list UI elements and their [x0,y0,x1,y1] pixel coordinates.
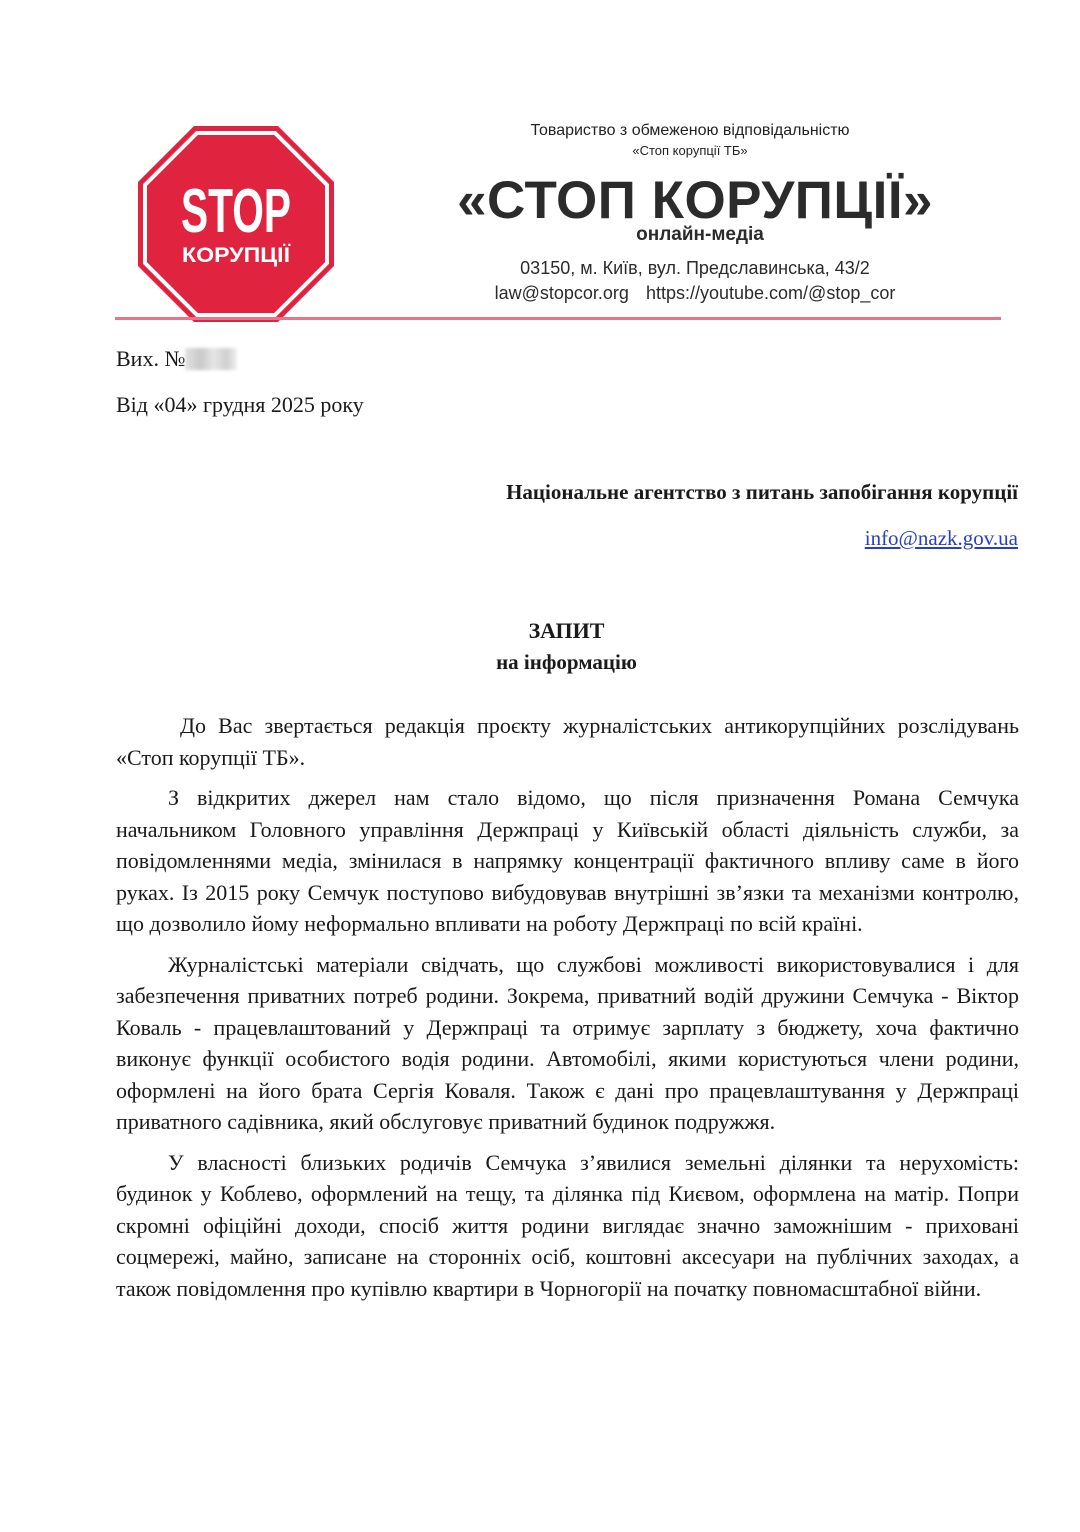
logo-stop-text: STOP [181,177,291,246]
org-name: «Стоп корупції ТБ» [632,143,748,158]
recipient-email-link[interactable]: info@nazk.gov.ua [864,526,1018,550]
paragraph: Журналістські матеріали свідчать, що службові можливості використовувалися і для забезпечення приватних потреб родини. Зокрема, приватний водій дружини Семчука - Віктор Коваль - працевлаштований у Держпраці та отримує зарплату з бюджету, хоча фактично виконує функції особистого водія родини. Автомобілі, якими користуються члени родини, оформлені на його брата Сергія Коваля. Також є дані про працевлаштування у Держпраці приватного садівника, який обслуговує приватний будинок подружжя. [116,951,1019,1134]
paragraph: З відкритих джерел нам стало відомо, що після призначення Романа Семчука начальником Головного управління Держпраці у Київській області діяльність служби, за повідомленнями медіа, змінилася в напрямку концентрації фактичного впливу саме в його руках. Із 2015 року Семчук поступово вибудовував внутрішні зв’язки та механізми контролю, що дозволило йому неформально впливати на роботу Держпраці по всій країні. [116,785,1019,936]
org-type: Товариство з обмеженою відповідальністю [530,122,850,139]
recipient-name: Національне агентство з питань запобігання корупції [506,480,1018,504]
header-divider [115,317,1001,320]
contact-youtube: https://youtube.com/@stop_cor [645,283,896,303]
stop-sign-logo [136,124,336,324]
address: 03150, м. Київ, вул. Предславинська, 43/2 [520,258,870,278]
brand-title: «СТОП КОРУПЦІЇ» [457,171,933,230]
brand-subtitle: онлайн-медіа [636,224,764,245]
paragraph: До Вас звертається редакція проєкту журналістських антикорупційних розслідувань «Стоп корупції ТБ». [116,713,1019,770]
contact-email: law@stopcor.org [494,283,629,303]
document-date: Від «04» грудня 2025 року [116,392,364,417]
logo-corruption-text: КОРУПЦІЇ [182,244,292,267]
paragraph: У власності близьких родичів Семчука з’явилися земельні ділянки та нерухомість: будинок у Коблево, оформлений на тещу, та ділянка під Києвом, оформлена на матір. Попри скромні офіційні доходи, спосіб життя родини виглядає значно заможнішим - приховані соцмережі, майно, записане на сторонніх осіб, коштовні аксесуари на публічних заходах, а також повідомлення про купівлю квартири в Чорногорії на початку повномасштабної війни. [116,1149,1019,1301]
outgoing-number [116,346,237,372]
letter-body [116,710,1019,1313]
contacts [440,283,950,304]
redacted-number [185,348,237,370]
document-title: ЗАПИТ [528,618,605,643]
outgoing-label: Вих. № [116,346,186,371]
document-subtitle: на інформацію [496,650,637,674]
